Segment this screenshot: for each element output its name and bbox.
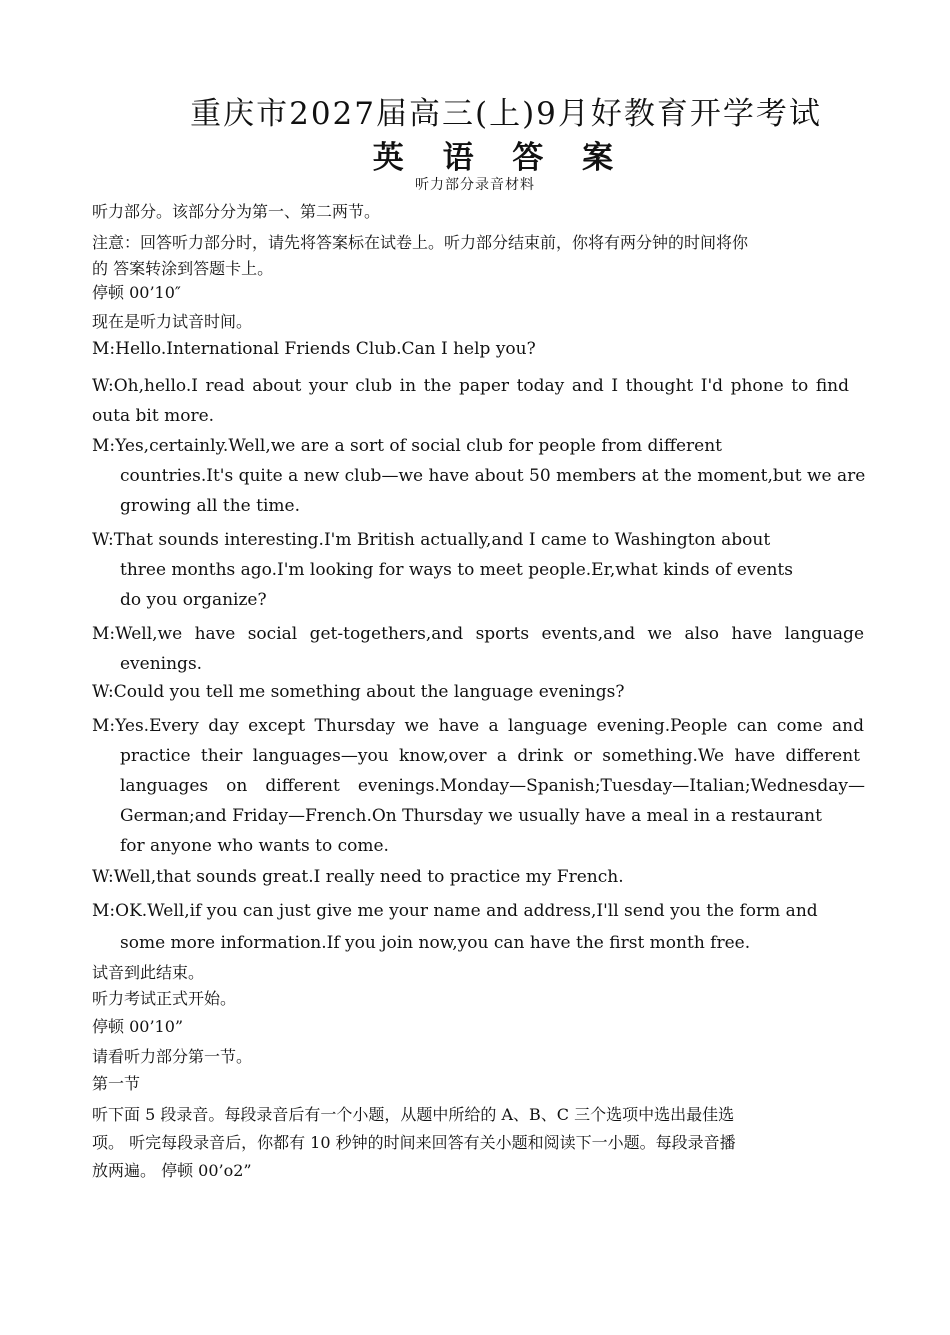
dialogue-line: W:Oh,hello.I read about your club in the paper today and I thought I'd phone to find out — [92, 376, 849, 426]
intro-line: 听力部分。该部分分为第一、第二两节。 — [92, 202, 381, 221]
dialogue-line: do you organize? — [120, 590, 267, 610]
dialogue-line: some more information.If you join now,you can have the first month free. — [120, 933, 751, 953]
closing-note: 听力考试正式开始。 — [92, 989, 237, 1008]
dialogue-line: three months ago.I'm looking for ways to meet people.Er,what kinds of events — [120, 560, 793, 580]
dialogue-line: languages on different evenings.Monday—Spanish;Tuesday—Italian;Wednesday— — [120, 776, 865, 796]
dialogue-line: M:Well,we have social get-togethers,and sports events,and we also have language — [92, 624, 864, 644]
instruction-line: 听下面 5 段录音。每段录音后有一个小题，从题中所给的 A、B、C 三个选项中选出最佳选 — [92, 1105, 735, 1124]
exam-title: 重庆市2027届高三(上)9月好教育开学考试 — [190, 96, 822, 132]
dialogue-line: W:Could you tell me something about the language evenings? — [92, 682, 625, 702]
closing-note: 请看听力部分第一节。 — [92, 1047, 253, 1066]
dialogue-line: German;and Friday—French.On Thursday we usually have a meal in a restaurant — [120, 806, 822, 826]
dialogue-line: evenings. — [120, 654, 203, 674]
dialogue-line: M:Hello.International Friends Club.Can I help you? — [92, 339, 536, 359]
dialogue-line: for anyone who wants to come. — [120, 836, 389, 856]
instruction-line: 放两遍。 停顿 00’o2” — [92, 1161, 252, 1180]
instruction-line: 项。 听完每段录音后，你都有 10 秒钟的时间来回答有关小题和阅读下一小题。每段录音播 — [92, 1133, 736, 1152]
dialogue-line: M:Yes.Every day except Thursday we have a language evening.People can come and — [92, 716, 864, 736]
intro-line: 的 答案转涂到答题卡上。 — [92, 259, 274, 278]
dialogue-line: countries.It's quite a new club—we have about 50 members at the moment,but we are — [120, 466, 866, 486]
dialogue-line: a bit more. — [120, 406, 215, 426]
dialogue-line: M:OK.Well,if you can just give me your name and address,I'll send you the form and — [92, 901, 818, 921]
section-heading: 第一节 — [92, 1074, 141, 1093]
closing-note: 试音到此结束。 — [92, 963, 205, 982]
pause-note: 停顿 00’10” — [92, 1017, 184, 1036]
dialogue-line: practice their languages—you know,over a drink or something.We have different — [120, 746, 860, 766]
subject-heading: 英 语 答 案 — [372, 140, 628, 176]
dialogue-line: M:Yes,certainly.Well,we are a sort of social club for people from different — [92, 436, 722, 456]
intro-line: 注意：回答听力部分时，请先将答案标在试卷上。听力部分结束前，你将有两分钟的时间将你 — [92, 233, 749, 252]
dialogue-line: W:Well,that sounds great.I really need to practice my French. — [92, 867, 624, 887]
pause-note: 停顿 00’10″ — [92, 283, 181, 302]
dialogue-line: growing all the time. — [120, 496, 300, 516]
section-title: 听力部分录音材料 — [415, 177, 535, 193]
dialogue-line: W:That sounds interesting.I'm British actually,and I came to Washington about — [92, 530, 771, 550]
trial-note: 现在是听力试音时间。 — [92, 312, 253, 331]
